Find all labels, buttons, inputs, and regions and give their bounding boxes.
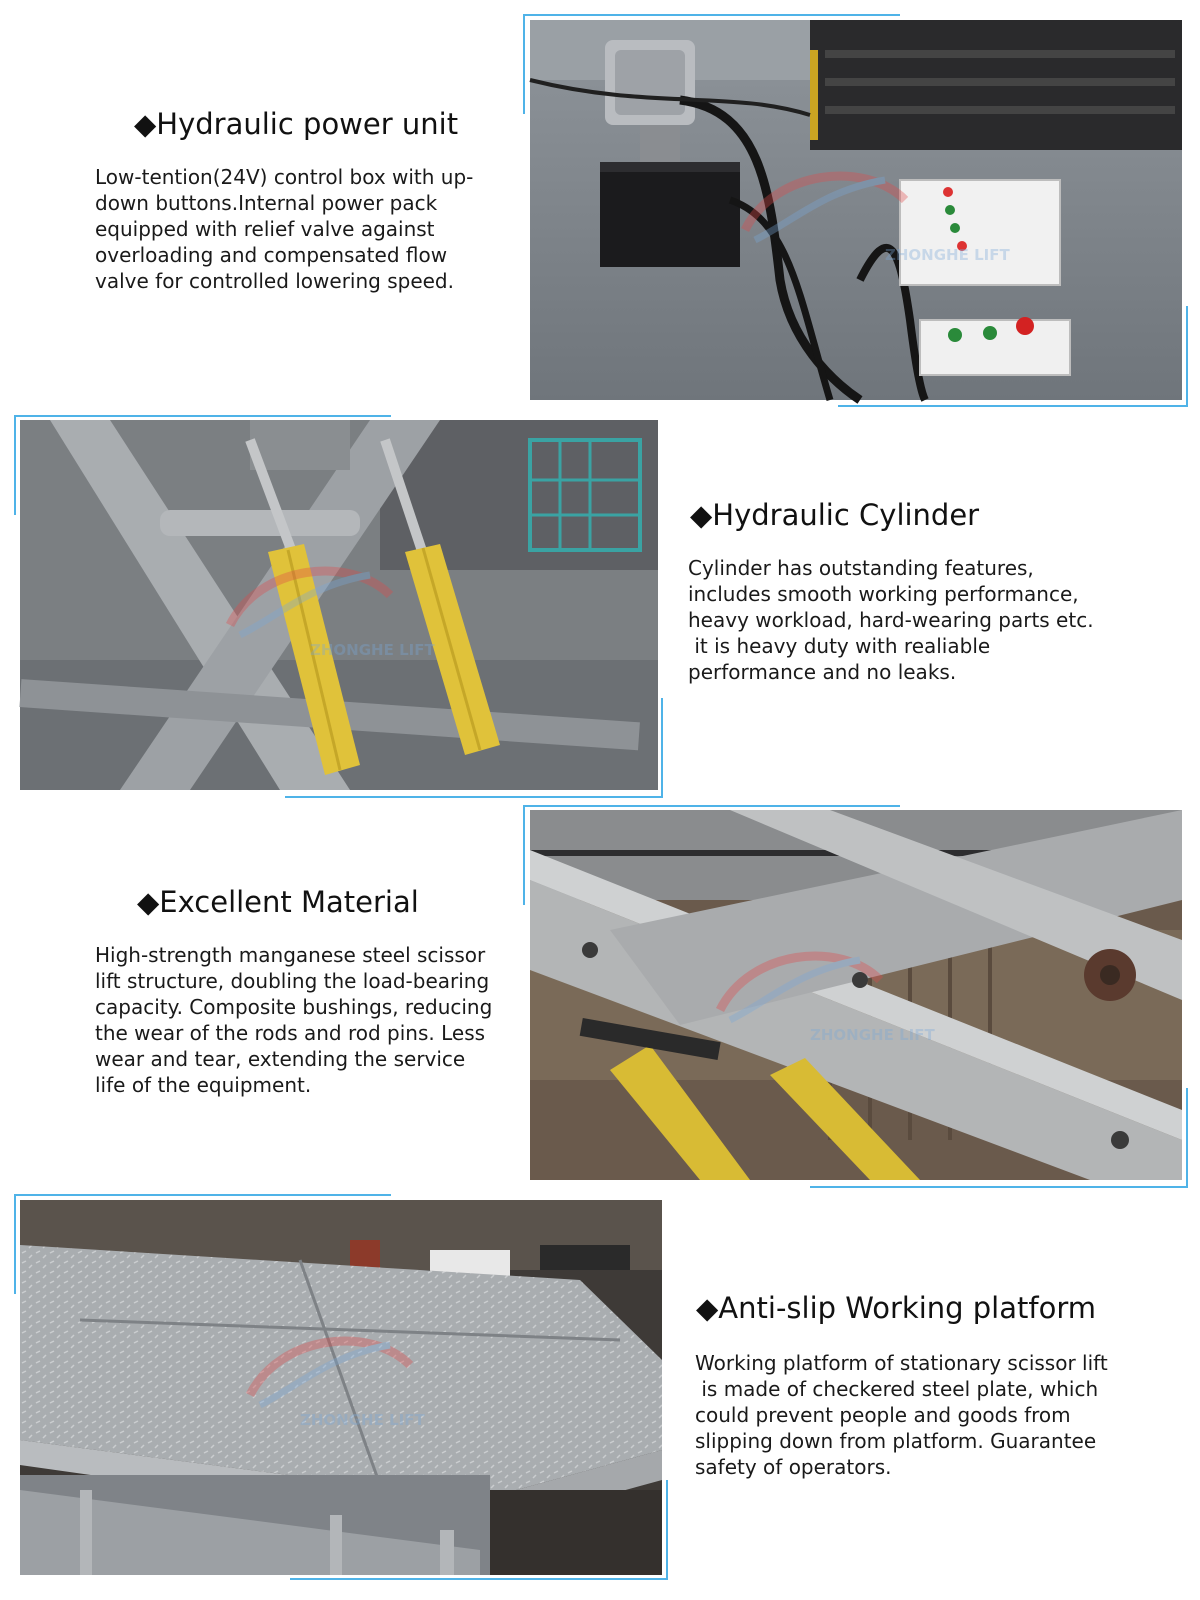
- description-line: Cylinder has outstanding features,: [688, 556, 1034, 580]
- accent-line: [523, 14, 525, 114]
- feature-description: [95, 164, 495, 294]
- description-line: Low-tention(24V) control box with up-: [95, 165, 474, 189]
- accent-line: [14, 415, 391, 417]
- accent-line: [1186, 1088, 1188, 1188]
- description-line: overloading and compensated flow: [95, 243, 448, 267]
- accent-line: [290, 1578, 668, 1580]
- accent-line: [14, 415, 16, 515]
- feature-description: [695, 1350, 1190, 1480]
- accent-line: [14, 1194, 16, 1294]
- description-line: life of the equipment.: [95, 1073, 312, 1097]
- accent-line: [1186, 306, 1188, 407]
- description-line: safety of operators.: [695, 1455, 892, 1479]
- accent-line: [523, 805, 900, 807]
- watermark-text: ZHONGHE LIFT: [310, 641, 435, 659]
- watermark-text: ZHONGHE LIFT: [810, 1026, 935, 1044]
- description-line: it is heavy duty with realiable: [688, 634, 991, 658]
- description-line: capacity. Composite bushings, reducing: [95, 995, 493, 1019]
- accent-line: [661, 698, 663, 798]
- description-line: equipped with relief valve against: [95, 217, 435, 241]
- description-line: wear and tear, extending the service: [95, 1047, 466, 1071]
- description-line: could prevent people and goods from: [695, 1403, 1071, 1427]
- watermark-logo: [220, 555, 480, 665]
- feature-title: ◆Hydraulic power unit: [134, 107, 459, 141]
- description-line: includes smooth working performance,: [688, 582, 1079, 606]
- accent-line: [838, 405, 1188, 407]
- feature-title: ◆Anti-slip Working platform: [696, 1291, 1096, 1325]
- accent-line: [285, 796, 663, 798]
- feature-description: [95, 942, 505, 1098]
- accent-line: [14, 1194, 391, 1196]
- watermark-logo: [710, 940, 970, 1050]
- description-line: High-strength manganese steel scissor: [95, 943, 486, 967]
- accent-line: [523, 14, 900, 16]
- description-line: lift structure, doubling the load-bearing: [95, 969, 490, 993]
- accent-line: [666, 1480, 668, 1580]
- feature-title: ◆Excellent Material: [137, 885, 419, 919]
- watermark-logo: [735, 160, 1010, 270]
- description-line: is made of checkered steel plate, which: [695, 1377, 1099, 1401]
- watermark-logo: [240, 1325, 500, 1435]
- watermark-text: ZHONGHE LIFT: [300, 1411, 425, 1429]
- description-line: performance and no leaks.: [688, 660, 957, 684]
- description-line: slipping down from platform. Guarantee: [695, 1429, 1097, 1453]
- watermark-text: ZHONGHE LIFT: [885, 246, 1010, 264]
- accent-line: [810, 1186, 1188, 1188]
- feature-title: ◆Hydraulic Cylinder: [690, 498, 980, 532]
- description-line: down buttons.Internal power pack: [95, 191, 438, 215]
- description-line: Working platform of stationary scissor lift: [695, 1351, 1108, 1375]
- description-line: valve for controlled lowering speed.: [95, 269, 454, 293]
- accent-line: [523, 805, 525, 905]
- description-line: the wear of the rods and rod pins. Less: [95, 1021, 486, 1045]
- description-line: heavy workload, hard-wearing parts etc.: [688, 608, 1094, 632]
- feature-description: [688, 555, 1188, 685]
